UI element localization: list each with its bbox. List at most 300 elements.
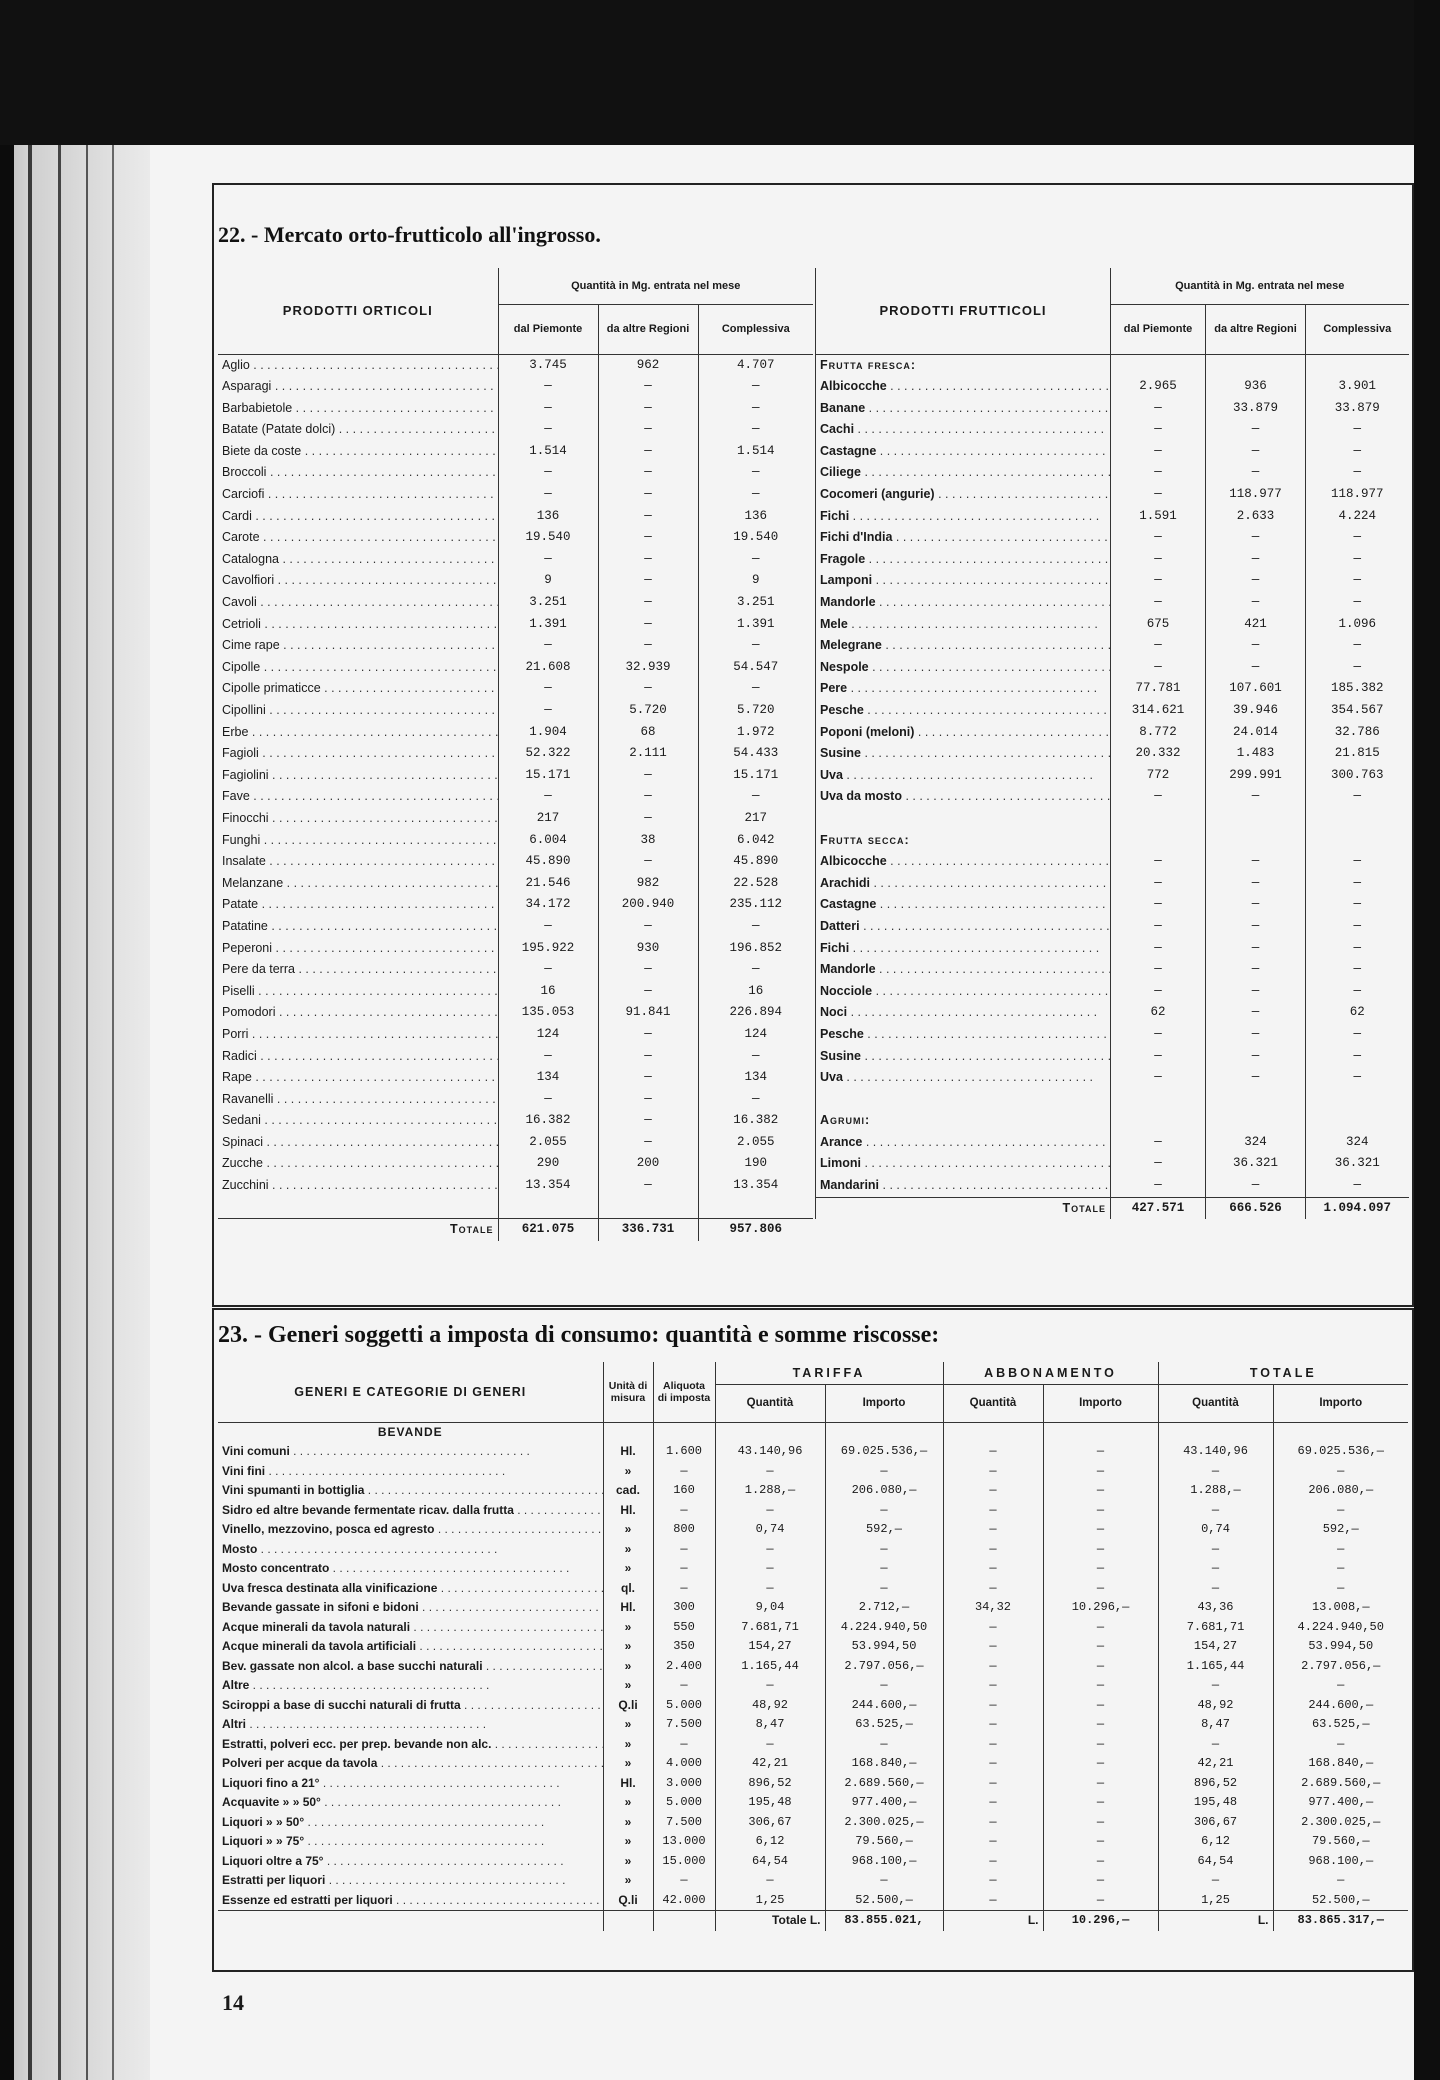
value-cell: — — [943, 1774, 1043, 1794]
section-label — [816, 808, 1111, 830]
quantity-cell: — — [498, 786, 598, 808]
value-cell: Hl. — [603, 1598, 653, 1618]
value-cell: 1.165,44 — [715, 1657, 825, 1677]
quantity-cell: — — [598, 1024, 698, 1046]
product-name: Erbe . . . — [218, 722, 498, 744]
product-name: Insalate . . . — [218, 851, 498, 873]
value-cell: 69.025.536,— — [1273, 1442, 1408, 1462]
table-row — [218, 1715, 1408, 1735]
value-cell: — — [1043, 1618, 1158, 1638]
empty-cell — [1111, 354, 1206, 376]
value-cell: — — [715, 1559, 825, 1579]
value-cell: — — [653, 1676, 715, 1696]
quantity-cell: — — [1111, 398, 1206, 420]
quantity-cell: — — [1306, 592, 1409, 614]
value-cell: — — [715, 1540, 825, 1560]
quantity-cell: 772 — [1111, 765, 1206, 787]
quantity-cell: 9 — [698, 570, 813, 592]
quantity-cell: 134 — [698, 1067, 813, 1089]
quantity-cell: — — [1111, 592, 1206, 614]
l-label: L. — [943, 1911, 1043, 1931]
quantity-cell: — — [1111, 441, 1206, 463]
value-cell: 53.994,50 — [1273, 1637, 1408, 1657]
empty-cell — [1206, 808, 1306, 830]
total-label: Totale — [218, 1219, 498, 1241]
value-cell: — — [943, 1754, 1043, 1774]
value-cell: — — [1043, 1579, 1158, 1599]
quantity-cell: 34.172 — [498, 894, 598, 916]
table-row — [816, 678, 1409, 700]
table-row — [218, 1175, 813, 1197]
blank-cell — [653, 1911, 715, 1931]
product-name: Radici . . . — [218, 1046, 498, 1068]
genere-name: Uva fresca destinata alla vinificazione . . . — [218, 1579, 603, 1599]
quantity-cell: 21.546 — [498, 873, 598, 895]
value-cell: — — [1273, 1735, 1408, 1755]
value-cell: — — [1043, 1442, 1158, 1462]
quantity-cell: — — [498, 678, 598, 700]
quantity-cell: — — [1306, 1067, 1409, 1089]
quantity-cell: — — [1306, 635, 1409, 657]
table-row — [218, 1735, 1408, 1755]
value-cell: » — [603, 1793, 653, 1813]
genere-name: Bev. gassate non alcol. a base succhi naturali . . . — [218, 1657, 603, 1677]
quantity-cell: — — [1111, 1153, 1206, 1175]
product-name: Rape . . . — [218, 1067, 498, 1089]
table-row — [218, 527, 813, 549]
total-tariffa: 83.855.021, — [825, 1911, 943, 1931]
value-cell: Hl. — [603, 1501, 653, 1521]
value-cell: — — [653, 1462, 715, 1482]
value-cell: 34,32 — [943, 1598, 1043, 1618]
value-cell: — — [943, 1676, 1043, 1696]
book-page-edges — [0, 145, 150, 2080]
quantity-cell: — — [598, 419, 698, 441]
quantity-cell: — — [1206, 1067, 1306, 1089]
total-cell: 621.075 — [498, 1219, 598, 1241]
l-label: L. — [1158, 1911, 1273, 1931]
quantity-cell: — — [598, 981, 698, 1003]
value-cell: — — [1273, 1676, 1408, 1696]
quantity-cell: — — [498, 1046, 598, 1068]
empty-cell — [1206, 1110, 1306, 1132]
product-name: Peperoni . . . — [218, 938, 498, 960]
value-cell: 977.400,— — [1273, 1793, 1408, 1813]
quantity-cell: — — [1306, 851, 1409, 873]
table-row — [218, 1559, 1408, 1579]
quantity-cell: 1.096 — [1306, 614, 1409, 636]
value-cell: — — [715, 1579, 825, 1599]
empty-cell — [1206, 1089, 1306, 1111]
value-cell: — — [1043, 1462, 1158, 1482]
quantity-cell: 4.224 — [1306, 506, 1409, 528]
value-cell: 306,67 — [1158, 1813, 1273, 1833]
value-cell: 896,52 — [1158, 1774, 1273, 1794]
value-cell: 2.712,— — [825, 1598, 943, 1618]
value-cell: 592,— — [1273, 1520, 1408, 1540]
table-row — [218, 1067, 813, 1089]
table-23-consumption-tax — [218, 1362, 1408, 1931]
value-cell: 3.000 — [653, 1774, 715, 1794]
value-cell: — — [943, 1579, 1043, 1599]
quantity-cell: — — [1206, 635, 1306, 657]
quantity-cell: — — [598, 635, 698, 657]
value-cell: — — [653, 1579, 715, 1599]
quantity-cell: — — [1111, 1067, 1206, 1089]
product-name: Limoni . . . — [816, 1153, 1111, 1175]
value-cell: » — [603, 1559, 653, 1579]
quantity-cell: — — [698, 678, 813, 700]
product-name: Fichi . . . — [816, 938, 1111, 960]
product-name: Pesche . . . — [816, 1024, 1111, 1046]
value-cell: 4.224.940,50 — [825, 1618, 943, 1638]
product-name: Poponi (meloni) . . . — [816, 722, 1111, 744]
value-cell: — — [825, 1579, 943, 1599]
total-row — [816, 1197, 1409, 1219]
quantity-cell: 3.251 — [698, 592, 813, 614]
quantity-cell: — — [698, 398, 813, 420]
table-row — [816, 657, 1409, 679]
quantity-cell: 1.904 — [498, 722, 598, 744]
section-row — [816, 830, 1409, 852]
quantity-cell: — — [1111, 981, 1206, 1003]
value-cell: — — [1043, 1832, 1158, 1852]
quantity-cell: — — [1306, 1024, 1409, 1046]
value-cell: 306,67 — [715, 1813, 825, 1833]
genere-name: Polveri per acque da tavola . . . — [218, 1754, 603, 1774]
quantity-cell: — — [1206, 462, 1306, 484]
quantity-cell: — — [498, 376, 598, 398]
total-cell: 1.094.097 — [1306, 1197, 1409, 1219]
quantity-cell: 930 — [598, 938, 698, 960]
quantity-cell: — — [1206, 549, 1306, 571]
value-cell: 79.560,— — [825, 1832, 943, 1852]
quantity-cell: 982 — [598, 873, 698, 895]
empty-cell — [1306, 1110, 1409, 1132]
abbon-quantita: Quantità — [943, 1384, 1043, 1422]
section-label: Frutta secca: — [816, 830, 1111, 852]
quantity-cell: 9 — [498, 570, 598, 592]
quantity-cell: 8.772 — [1111, 722, 1206, 744]
table-row — [816, 462, 1409, 484]
table-row — [218, 1132, 813, 1154]
quantity-cell: 299.991 — [1206, 765, 1306, 787]
product-name: Broccoli . . . — [218, 462, 498, 484]
table-row — [218, 1676, 1408, 1696]
value-cell: — — [943, 1871, 1043, 1891]
product-name: Fichi . . . — [816, 506, 1111, 528]
genere-name: Acque minerali da tavola naturali . . . — [218, 1618, 603, 1638]
genere-name: Liquori » » 75° . . . — [218, 1832, 603, 1852]
quantity-cell: — — [1111, 894, 1206, 916]
genere-name: Essenze ed estratti per liquori . . . — [218, 1891, 603, 1911]
quantity-cell: — — [1206, 786, 1306, 808]
quantity-cell: 235.112 — [698, 894, 813, 916]
value-cell: 79.560,— — [1273, 1832, 1408, 1852]
quantity-cell: 124 — [498, 1024, 598, 1046]
value-cell: — — [825, 1871, 943, 1891]
value-cell: 2.300.025,— — [1273, 1813, 1408, 1833]
product-name: Zucche . . . — [218, 1153, 498, 1175]
value-cell: — — [943, 1715, 1043, 1735]
table-row — [816, 1046, 1409, 1068]
quantity-cell: — — [498, 398, 598, 420]
quantity-cell: — — [1306, 873, 1409, 895]
value-cell: 48,92 — [1158, 1696, 1273, 1716]
table-row — [218, 1481, 1408, 1501]
total-abbonamento: 10.296,— — [1043, 1911, 1158, 1931]
genere-name: Mosto . . . — [218, 1540, 603, 1560]
value-cell: cad. — [603, 1481, 653, 1501]
quantity-cell: 33.879 — [1206, 398, 1306, 420]
product-name: Uva da mosto . . . — [816, 786, 1111, 808]
quantity-cell: — — [1306, 1175, 1409, 1197]
value-cell: — — [1158, 1871, 1273, 1891]
quantity-cell: — — [598, 527, 698, 549]
value-cell: — — [1043, 1715, 1158, 1735]
quantity-cell: — — [698, 549, 813, 571]
product-name: Susine . . . — [816, 743, 1111, 765]
quantity-cell: — — [698, 786, 813, 808]
product-name: Castagne . . . — [816, 894, 1111, 916]
genere-name: Vini spumanti in bottiglia . . . — [218, 1481, 603, 1501]
value-cell: — — [943, 1852, 1043, 1872]
quantity-cell: — — [598, 678, 698, 700]
quantity-cell: 2.055 — [698, 1132, 813, 1154]
value-cell: 168.840,— — [1273, 1754, 1408, 1774]
quantity-cell: 39.946 — [1206, 700, 1306, 722]
spacer-row — [218, 1197, 813, 1219]
quantity-cell: — — [1306, 462, 1409, 484]
total-row — [218, 1219, 813, 1241]
table-row — [816, 1175, 1409, 1197]
quantity-cell: — — [1111, 657, 1206, 679]
table-row — [218, 354, 813, 376]
value-cell: 2.689.560,— — [825, 1774, 943, 1794]
section-label — [816, 1089, 1111, 1111]
product-name: Fagioli . . . — [218, 743, 498, 765]
quantity-cell: 324 — [1306, 1132, 1409, 1154]
table-23-title: 23. - Generi soggetti a imposta di consumo: quantità e somme riscosse: — [218, 1322, 940, 1348]
quantity-cell: — — [698, 959, 813, 981]
value-cell: — — [825, 1559, 943, 1579]
table-row — [218, 722, 813, 744]
empty-cell — [1111, 1089, 1206, 1111]
empty-cell — [1206, 830, 1306, 852]
value-cell: — — [1043, 1657, 1158, 1677]
value-cell: — — [825, 1676, 943, 1696]
quantity-cell: 33.879 — [1306, 398, 1409, 420]
table-22-fruits — [815, 268, 1409, 1219]
quantity-cell: — — [598, 441, 698, 463]
quantity-cell: 936 — [1206, 376, 1306, 398]
empty-cell — [1306, 830, 1409, 852]
value-cell: — — [943, 1696, 1043, 1716]
genere-name: Vini fini . . . — [218, 1462, 603, 1482]
blank-cell — [218, 1911, 603, 1931]
empty-cell — [1111, 1110, 1206, 1132]
quantity-cell: — — [598, 376, 698, 398]
value-cell: — — [715, 1871, 825, 1891]
quantity-cell: — — [1306, 786, 1409, 808]
value-cell: 977.400,— — [825, 1793, 943, 1813]
section-row — [816, 1110, 1409, 1132]
value-cell: 1.288,— — [1158, 1481, 1273, 1501]
table-row — [816, 938, 1409, 960]
quantity-cell: — — [598, 916, 698, 938]
value-cell: 48,92 — [715, 1696, 825, 1716]
quantity-cell: 962 — [598, 354, 698, 376]
quantity-cell: 200 — [598, 1153, 698, 1175]
value-cell: 42,21 — [715, 1754, 825, 1774]
col-complessiva: Complessiva — [698, 304, 813, 354]
value-cell: — — [1158, 1462, 1273, 1482]
value-cell: — — [943, 1813, 1043, 1833]
product-name: Datteri . . . — [816, 916, 1111, 938]
table-row — [218, 1813, 1408, 1833]
table-row — [218, 657, 813, 679]
table-row — [218, 938, 813, 960]
table-row — [218, 1110, 813, 1132]
quantity-cell: — — [498, 484, 598, 506]
value-cell: — — [1158, 1579, 1273, 1599]
value-cell: 7.500 — [653, 1813, 715, 1833]
table-row — [816, 527, 1409, 549]
table-row — [816, 959, 1409, 981]
value-cell: — — [943, 1735, 1043, 1755]
table-row — [816, 786, 1409, 808]
value-cell: 2.689.560,— — [1273, 1774, 1408, 1794]
genere-name: Acque minerali da tavola artificiali . . . — [218, 1637, 603, 1657]
product-name: Mandorle . . . — [816, 592, 1111, 614]
quantity-cell: — — [498, 549, 598, 571]
value-cell: — — [1158, 1501, 1273, 1521]
vegetables-header: PRODOTTI ORTICOLI — [218, 268, 498, 354]
quantity-cell: — — [598, 506, 698, 528]
quantity-cell: 19.540 — [498, 527, 598, 549]
quantity-cell: 15.171 — [498, 765, 598, 787]
value-cell: 244.600,— — [825, 1696, 943, 1716]
value-cell: — — [715, 1735, 825, 1755]
table-row — [218, 959, 813, 981]
quantity-cell: — — [598, 549, 698, 571]
value-cell: 4.000 — [653, 1754, 715, 1774]
table-row — [218, 484, 813, 506]
quantity-cell: 118.977 — [1206, 484, 1306, 506]
quantity-cell: — — [598, 1175, 698, 1197]
value-cell: — — [653, 1501, 715, 1521]
value-cell: 592,— — [825, 1520, 943, 1540]
table-row — [218, 1852, 1408, 1872]
value-cell: 52.500,— — [1273, 1891, 1408, 1911]
value-cell: 300 — [653, 1598, 715, 1618]
empty-cell — [1206, 354, 1306, 376]
value-cell: 350 — [653, 1637, 715, 1657]
value-cell: 53.994,50 — [825, 1637, 943, 1657]
quantity-cell: — — [698, 916, 813, 938]
value-cell: 968.100,— — [825, 1852, 943, 1872]
product-name: Fichi d'India . . . — [816, 527, 1111, 549]
value-cell: 2.797.056,— — [1273, 1657, 1408, 1677]
quantity-cell: 36.321 — [1206, 1153, 1306, 1175]
quantity-cell: — — [498, 916, 598, 938]
value-cell: 968.100,— — [1273, 1852, 1408, 1872]
product-name: Mandorle . . . — [816, 959, 1111, 981]
quantity-cell: — — [1206, 851, 1306, 873]
table-row — [218, 614, 813, 636]
quantity-cell: 38 — [598, 830, 698, 852]
value-cell: 10.296,— — [1043, 1598, 1158, 1618]
product-name: Melegrane . . . — [816, 635, 1111, 657]
value-cell: — — [1273, 1559, 1408, 1579]
quantity-cell: 36.321 — [1306, 1153, 1409, 1175]
table-row — [816, 549, 1409, 571]
value-cell: — — [1273, 1462, 1408, 1482]
quantity-cell: — — [1306, 549, 1409, 571]
empty-cell — [1306, 1089, 1409, 1111]
value-cell: — — [1043, 1696, 1158, 1716]
quantity-cell: — — [498, 462, 598, 484]
quantity-cell: — — [1306, 981, 1409, 1003]
table-row — [816, 441, 1409, 463]
quantity-cell: — — [598, 592, 698, 614]
quantity-cell: — — [1206, 657, 1306, 679]
value-cell: 896,52 — [715, 1774, 825, 1794]
quantity-cell: — — [1111, 549, 1206, 571]
value-cell: 63.525,— — [1273, 1715, 1408, 1735]
quantity-cell: 32.939 — [598, 657, 698, 679]
genere-name: Bevande gassate in sifoni e bidoni . . . — [218, 1598, 603, 1618]
product-name: Nespole . . . — [816, 657, 1111, 679]
fruits-header: PRODOTTI FRUTTICOLI — [816, 268, 1111, 354]
quantity-cell: 5.720 — [598, 700, 698, 722]
value-cell: — — [1043, 1540, 1158, 1560]
value-cell: — — [943, 1657, 1043, 1677]
value-cell: — — [715, 1676, 825, 1696]
quantity-cell: 1.391 — [498, 614, 598, 636]
quantity-cell: — — [498, 1089, 598, 1111]
quantity-cell: 6.042 — [698, 830, 813, 852]
quantity-cell: 54.433 — [698, 743, 813, 765]
col-altre-regioni-right: da altre Regioni — [1206, 304, 1306, 354]
quantity-cell: 118.977 — [1306, 484, 1409, 506]
quantity-cell: 217 — [498, 808, 598, 830]
quantity-cell: — — [1306, 570, 1409, 592]
table-row — [218, 981, 813, 1003]
table-row — [816, 1024, 1409, 1046]
product-name: Lamponi . . . — [816, 570, 1111, 592]
table-row — [218, 592, 813, 614]
table-row — [218, 743, 813, 765]
value-cell: — — [825, 1735, 943, 1755]
quantity-cell: 1.514 — [698, 441, 813, 463]
product-name: Patatine . . . — [218, 916, 498, 938]
value-cell: Hl. — [603, 1442, 653, 1462]
quantity-cell: 3.745 — [498, 354, 598, 376]
table-row — [816, 1002, 1409, 1024]
quantity-cell: 22.528 — [698, 873, 813, 895]
quantity-cell: 354.567 — [1306, 700, 1409, 722]
product-name: Aglio . . . — [218, 354, 498, 376]
value-cell: 1.288,— — [715, 1481, 825, 1501]
quantity-cell: 290 — [498, 1153, 598, 1175]
quantity-cell: — — [1111, 570, 1206, 592]
value-cell: — — [1158, 1540, 1273, 1560]
value-cell: — — [1043, 1871, 1158, 1891]
quantity-cell: — — [698, 1089, 813, 1111]
quantity-cell: 13.354 — [698, 1175, 813, 1197]
value-cell: — — [1043, 1813, 1158, 1833]
